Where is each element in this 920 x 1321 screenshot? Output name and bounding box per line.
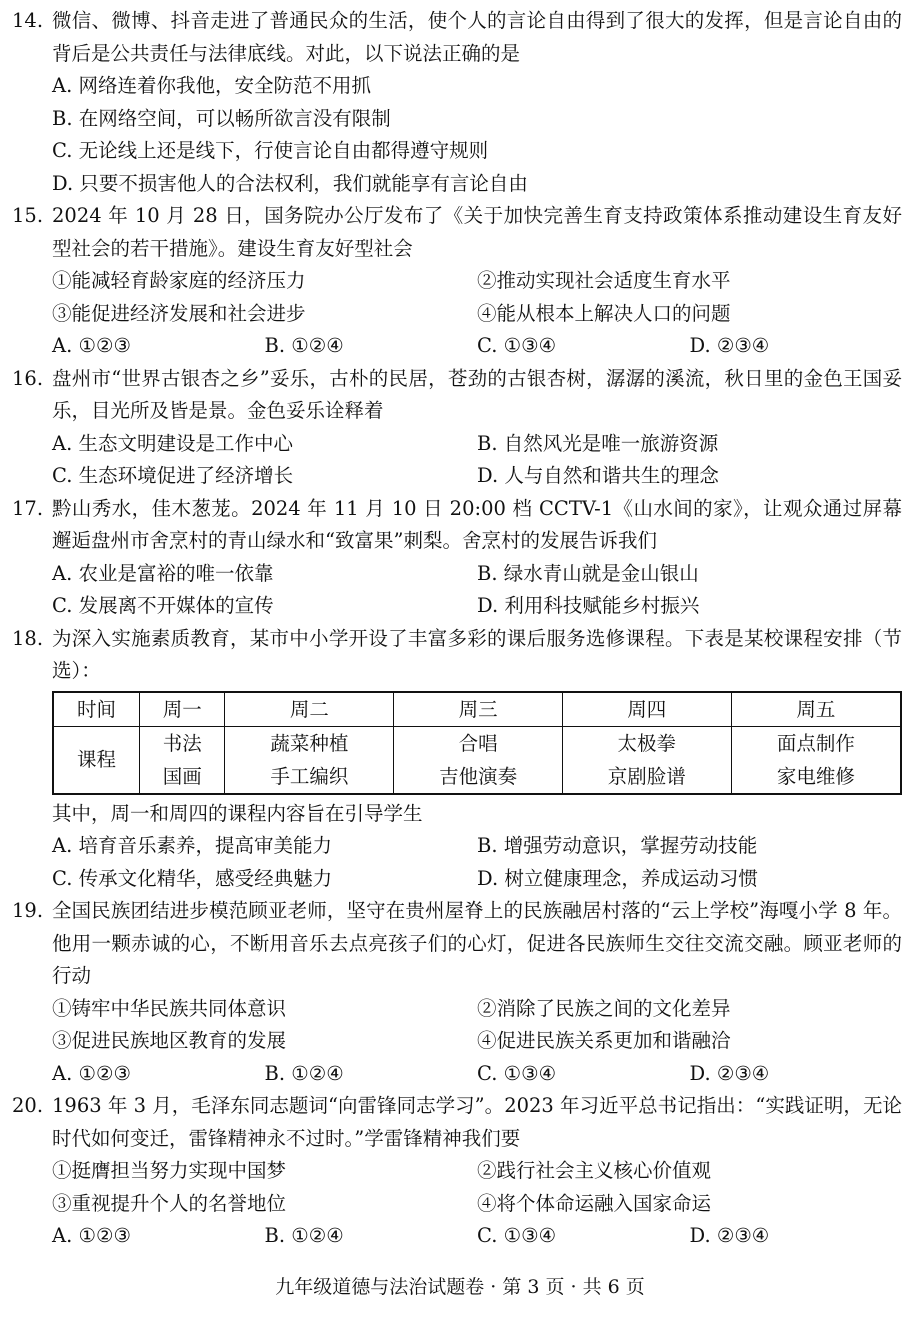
option-c: C. 无论线上还是线下，行使言论自由都得遵守规则 — [52, 139, 489, 162]
statement-list — [12, 1155, 902, 1253]
question-stem — [12, 1090, 902, 1155]
table-cell: 蔬菜种植 手工编织 — [225, 726, 394, 794]
option-d: D. 利用科技赋能乡村振兴 — [477, 594, 700, 617]
statement-list — [12, 993, 902, 1091]
option-list — [12, 558, 902, 623]
statement-4: ④将个体命运融入国家命运 — [477, 1191, 712, 1215]
option-list — [52, 330, 902, 363]
question-stem — [12, 895, 902, 993]
question-number: 20. — [12, 1094, 44, 1117]
option-a: A. ①②③ — [52, 1224, 131, 1247]
question-number: 17. — [12, 496, 44, 520]
option-c: C. ①③④ — [477, 334, 557, 357]
option-b: B. ①②④ — [264, 1061, 344, 1085]
statement-list — [12, 265, 902, 363]
table-cell: 太极拳 京剧脸谱 — [562, 726, 731, 794]
table-header-cell: 周四 — [562, 692, 731, 727]
statement-2: ②消除了民族之间的文化差异 — [477, 996, 731, 1020]
question-followup-text: 其中，周一和周四的课程内容旨在引导学生 — [52, 801, 423, 825]
question-stem — [12, 5, 902, 70]
statement-4: ④能从根本上解决人口的问题 — [477, 301, 731, 325]
course-schedule-table — [52, 691, 902, 795]
statement-3: ③重视提升个人的名誉地位 — [52, 1191, 287, 1215]
question-text: 全国民族团结进步模范顾亚老师，坚守在贵州屋脊上的民族融居村落的“云上学校”海嘎小学 8 年。他用一颗赤诚的心，不断用音乐去点亮孩子们的心灯，促进各民族师生交往交流交融。顾亚老师的行动 — [52, 899, 902, 987]
option-b: B. 在网络空间，可以畅所欲言没有限制 — [52, 106, 391, 130]
option-c: C. 传承文化精华，感受经典魅力 — [52, 866, 333, 890]
table-header-row — [53, 692, 901, 727]
question-number: 18. — [12, 626, 44, 650]
question-stem — [12, 493, 902, 558]
statement-3: ③促进民族地区教育的发展 — [52, 1029, 287, 1052]
option-d: D. ②③④ — [689, 1224, 770, 1247]
table-header-cell: 周五 — [731, 692, 901, 727]
question-text: 为深入实施素质教育，某市中小学开设了丰富多彩的课后服务选修课程。下表是某校课程安排（节选）： — [52, 626, 902, 682]
statement-3: ③能促进经济发展和社会进步 — [52, 301, 306, 325]
table-cell: 书法 国画 — [140, 726, 225, 794]
option-list — [52, 1220, 902, 1253]
question-stem — [12, 200, 902, 265]
question-19 — [12, 895, 902, 1090]
option-list — [52, 1058, 902, 1091]
option-c: C. ①③④ — [477, 1224, 557, 1247]
table-row — [53, 726, 901, 794]
option-b: B. 增强劳动意识，掌握劳动技能 — [477, 834, 758, 857]
question-stem — [12, 623, 902, 688]
question-15 — [12, 200, 902, 363]
question-14 — [12, 5, 902, 200]
option-a: A. 生态文明建设是工作中心 — [52, 431, 293, 455]
question-list — [12, 5, 902, 1253]
statement-1: ①挺膺担当努力实现中国梦 — [52, 1159, 287, 1182]
question-18 — [12, 623, 902, 896]
option-c: C. 发展离不开媒体的宣传 — [52, 594, 274, 617]
option-list — [12, 70, 902, 200]
table-cell: 合唱 吉他演奏 — [394, 726, 563, 794]
option-c: C. ①③④ — [477, 1061, 557, 1085]
question-17 — [12, 493, 902, 623]
page-footer: 九年级道德与法治试题卷 · 第 3 页 · 共 6 页 — [275, 1276, 645, 1298]
question-number: 19. — [12, 899, 44, 922]
option-b: B. 绿水青山就是金山银山 — [477, 561, 699, 585]
option-d: D. ②③④ — [689, 1061, 770, 1085]
option-a: A. 农业是富裕的唯一依靠 — [52, 561, 274, 585]
option-c: C. 生态环境促进了经济增长 — [52, 464, 294, 487]
row-label-cell: 课程 — [53, 726, 140, 794]
option-list — [12, 428, 902, 493]
option-b: B. ①②④ — [264, 1224, 344, 1247]
option-a: A. 网络连着你我他，安全防范不用抓 — [52, 74, 371, 97]
option-d: D. 只要不损害他人的合法权利，我们就能享有言论自由 — [52, 171, 528, 195]
question-text: 微信、微博、抖音走进了普通民众的生活，使个人的言论自由得到了很大的发挥，但是言论自由的背后是公共责任与法律底线。对此，以下说法正确的是 — [52, 9, 902, 65]
question-text: 盘州市“世界古银杏之乡”妥乐，古朴的民居，苍劲的古银杏树，潺潺的溪流，秋日里的金色王国妥乐，目光所及皆是景。金色妥乐诠释着 — [52, 366, 902, 422]
question-stem — [12, 363, 902, 428]
question-20 — [12, 1090, 902, 1253]
option-a: A. 培育音乐素养，提高审美能力 — [52, 834, 332, 857]
question-16 — [12, 363, 902, 493]
option-list — [12, 830, 902, 895]
table-header-cell: 周三 — [394, 692, 563, 727]
table-header-cell: 时间 — [53, 692, 140, 727]
option-d: D. 人与自然和谐共生的理念 — [477, 464, 719, 487]
table-header-cell: 周一 — [140, 692, 225, 727]
option-a: A. ①②③ — [52, 1061, 131, 1085]
option-b: B. ①②④ — [264, 334, 344, 357]
table-header-cell: 周二 — [225, 692, 394, 727]
question-text: 黔山秀水，佳木葱茏。2024 年 11 月 10 日 20:00 档 CCTV-1《山水间的家》，让观众通过屏幕邂逅盘州市舍烹村的青山绿水和“致富果”刺梨。舍烹村的发展告诉我们 — [52, 496, 902, 552]
option-d: D. 树立健康理念，养成运动习惯 — [477, 866, 758, 890]
statement-4: ④促进民族关系更加和谐融洽 — [477, 1029, 731, 1052]
question-number: 14. — [12, 9, 44, 32]
question-number: 16. — [12, 366, 44, 390]
question-text: 2024 年 10 月 28 日，国务院办公厅发布了《关于加快完善生育支持政策体系推动建设生育友好型社会的若干措施》。建设生育友好型社会 — [52, 204, 902, 260]
table-cell: 面点制作 家电维修 — [731, 726, 901, 794]
statement-1: ①能减轻育龄家庭的经济压力 — [52, 269, 306, 292]
question-number: 15. — [12, 204, 44, 227]
option-b: B. 自然风光是唯一旅游资源 — [477, 431, 719, 455]
option-d: D. ②③④ — [689, 334, 770, 357]
statement-2: ②推动实现社会适度生育水平 — [477, 269, 731, 292]
statement-2: ②践行社会主义核心价值观 — [477, 1159, 712, 1182]
question-text: 1963 年 3 月，毛泽东同志题词“向雷锋同志学习”。2023 年习近平总书记指出：“实践证明，无论时代如何变迁，雷锋精神永不过时。”学雷锋精神我们要 — [52, 1094, 902, 1150]
statement-1: ①铸牢中华民族共同体意识 — [52, 996, 287, 1020]
option-a: A. ①②③ — [52, 334, 131, 357]
